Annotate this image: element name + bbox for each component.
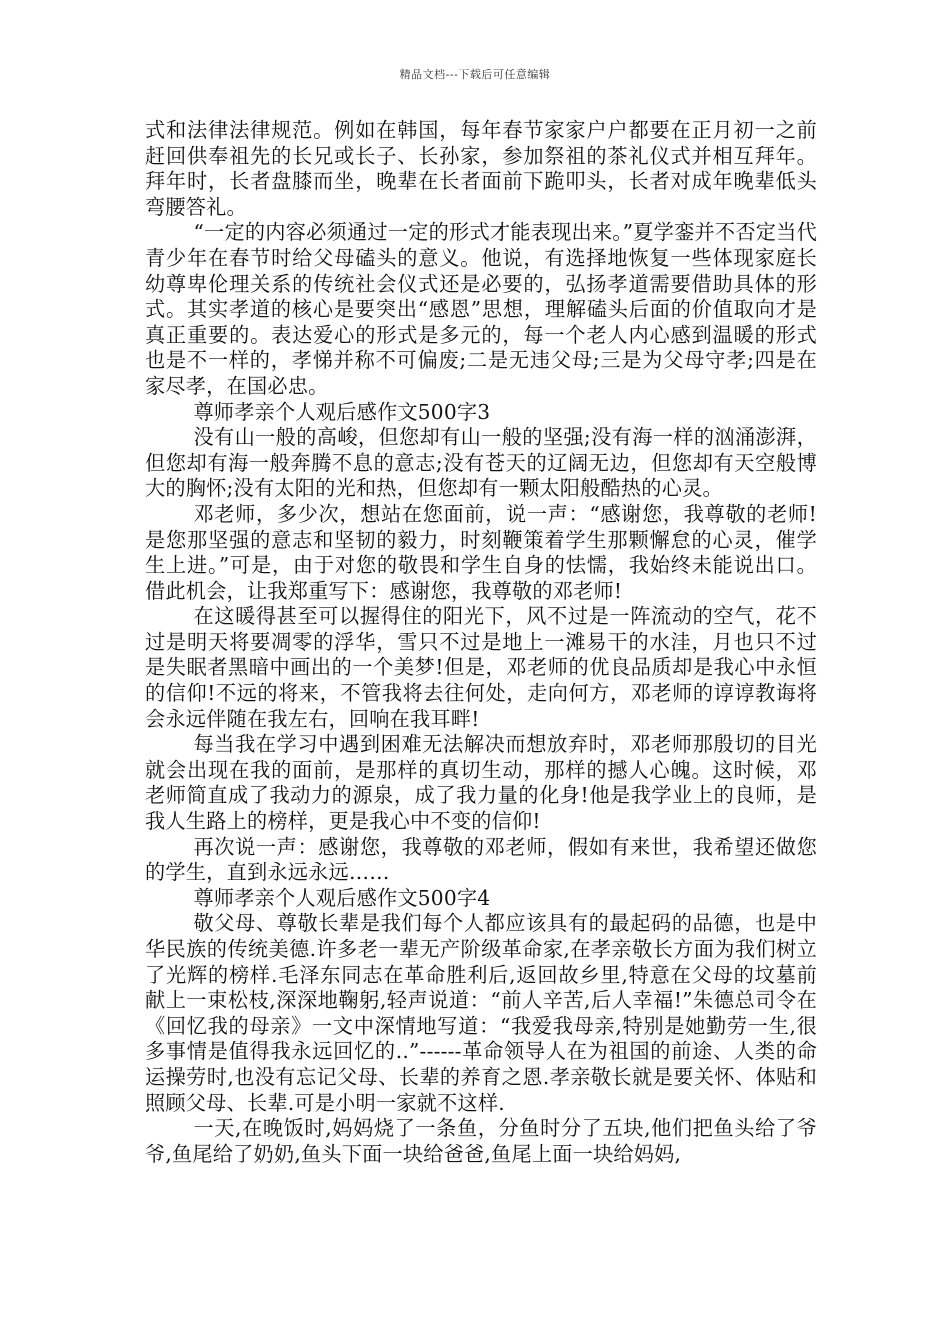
page-header: 精品文档---下载后可任意编辑 [399,68,551,81]
body-paragraph: 每当我在学习中遇到困难无法解决而想放弃时，邓老师那殷切的目光就会出现在我的面前，是那样的真切生动，那样的撼人心魄。这时候，邓老师简直成了我动力的源泉，成了我力量的化身!他是我学业上的良师，是我人生路上的榜样，更是我心中不变的信仰! [145,732,817,834]
body-paragraph: 一天,在晚饭时,妈妈烧了一条鱼，分鱼时分了五块,他们把鱼头给了爷爷,鱼尾给了奶奶,鱼头下面一块给爸爸,鱼尾上面一块给妈妈, [145,1116,817,1166]
body-paragraph: “一定的内容必须通过一定的形式才能表现出来。”夏学銮并不否定当代青少年在春节时给父母磕头的意义。他说，有选择地恢复一些体现家庭长幼尊卑伦理关系的传统社会仪式还是必要的，弘扬孝道需要借助具体的形式。其实孝道的核心是要突出“感恩”思想，理解磕头后面的价值取向才是真正重要的。表达爱心的形式是多元的，每一个老人内心感到温暖的形式也是不一样的，孝悌并称不可偏废;二是无违父母;三是为父母守孝;四是在家尽孝，在国必忠。 [145,220,817,398]
body-paragraph: 在这暖得甚至可以握得住的阳光下，风不过是一阵流动的空气，花不过是明天将要凋零的浮华，雪只不过是地上一滩易干的水洼，月也只不过是失眠者黑暗中画出的一个美梦!但是，邓老师的优良品质却是我心中永恒的信仰!不远的将来，不管我将去往何处，走向何方，邓老师的谆谆教诲将会永远伴随在我左右，回响在我耳畔! [145,604,817,731]
section-heading: 尊师孝亲个人观后感作文500字4 [193,885,491,910]
body-paragraph: 敬父母、尊敬长辈是我们每个人都应该具有的最起码的品德，也是中华民族的传统美德.许多老一辈无产阶级革命家,在孝亲敬长方面为我们树立了光辉的榜样.毛泽东同志在革命胜利后,返回故乡里,特意在父母的坟墓前献上一束松枝,深深地鞠躬,轻声说道：“前人辛苦,后人幸福!”朱德总司令在《回忆我的母亲》一文中深情地写道：“我爱我母亲,特别是她勤劳一生,很多事情是值得我永远回忆的..”------革命领导人在为祖国的前途、人类的命运操劳时,也没有忘记父母、长辈的养育之恩.孝亲敬长就是要关怀、体贴和照顾父母、长辈.可是小明一家就不这样. [145,911,817,1115]
body-paragraph: 再次说一声：感谢您，我尊敬的邓老师，假如有来世，我希望还做您的学生，直到永远永远…… [145,834,817,885]
body-paragraph: 没有山一般的高峻，但您却有山一般的坚强;没有海一样的汹涌澎湃，但您却有海一般奔腾不息的意志;没有苍天的辽阔无边，但您却有天空般博大的胸怀;没有太阳的光和热，但您却有一颗太阳般酷热的心灵。 [145,425,817,501]
document-body [145,118,817,1167]
section-heading: 尊师孝亲个人观后感作文500字3 [193,399,491,424]
body-paragraph: 式和法律法律规范。例如在韩国，每年春节家家户户都要在正月初一之前赶回供奉祖先的长兄或长子、长孙家，参加祭祖的茶礼仪式并相互拜年。拜年时，长者盘膝而坐，晚辈在长者面前下跪叩头，长者对成年晚辈低头弯腰答礼。 [145,118,817,219]
body-paragraph: 邓老师，多少次，想站在您面前，说一声：“感谢您，我尊敬的老师!是您那坚强的意志和坚韧的毅力，时刻鞭策着学生那颗懈怠的心灵，催学生上进。”可是，由于对您的敬畏和学生自身的怯懦，我始终未能说出口。借此机会，让我郑重写下：感谢您，我尊敬的邓老师! [145,501,817,603]
